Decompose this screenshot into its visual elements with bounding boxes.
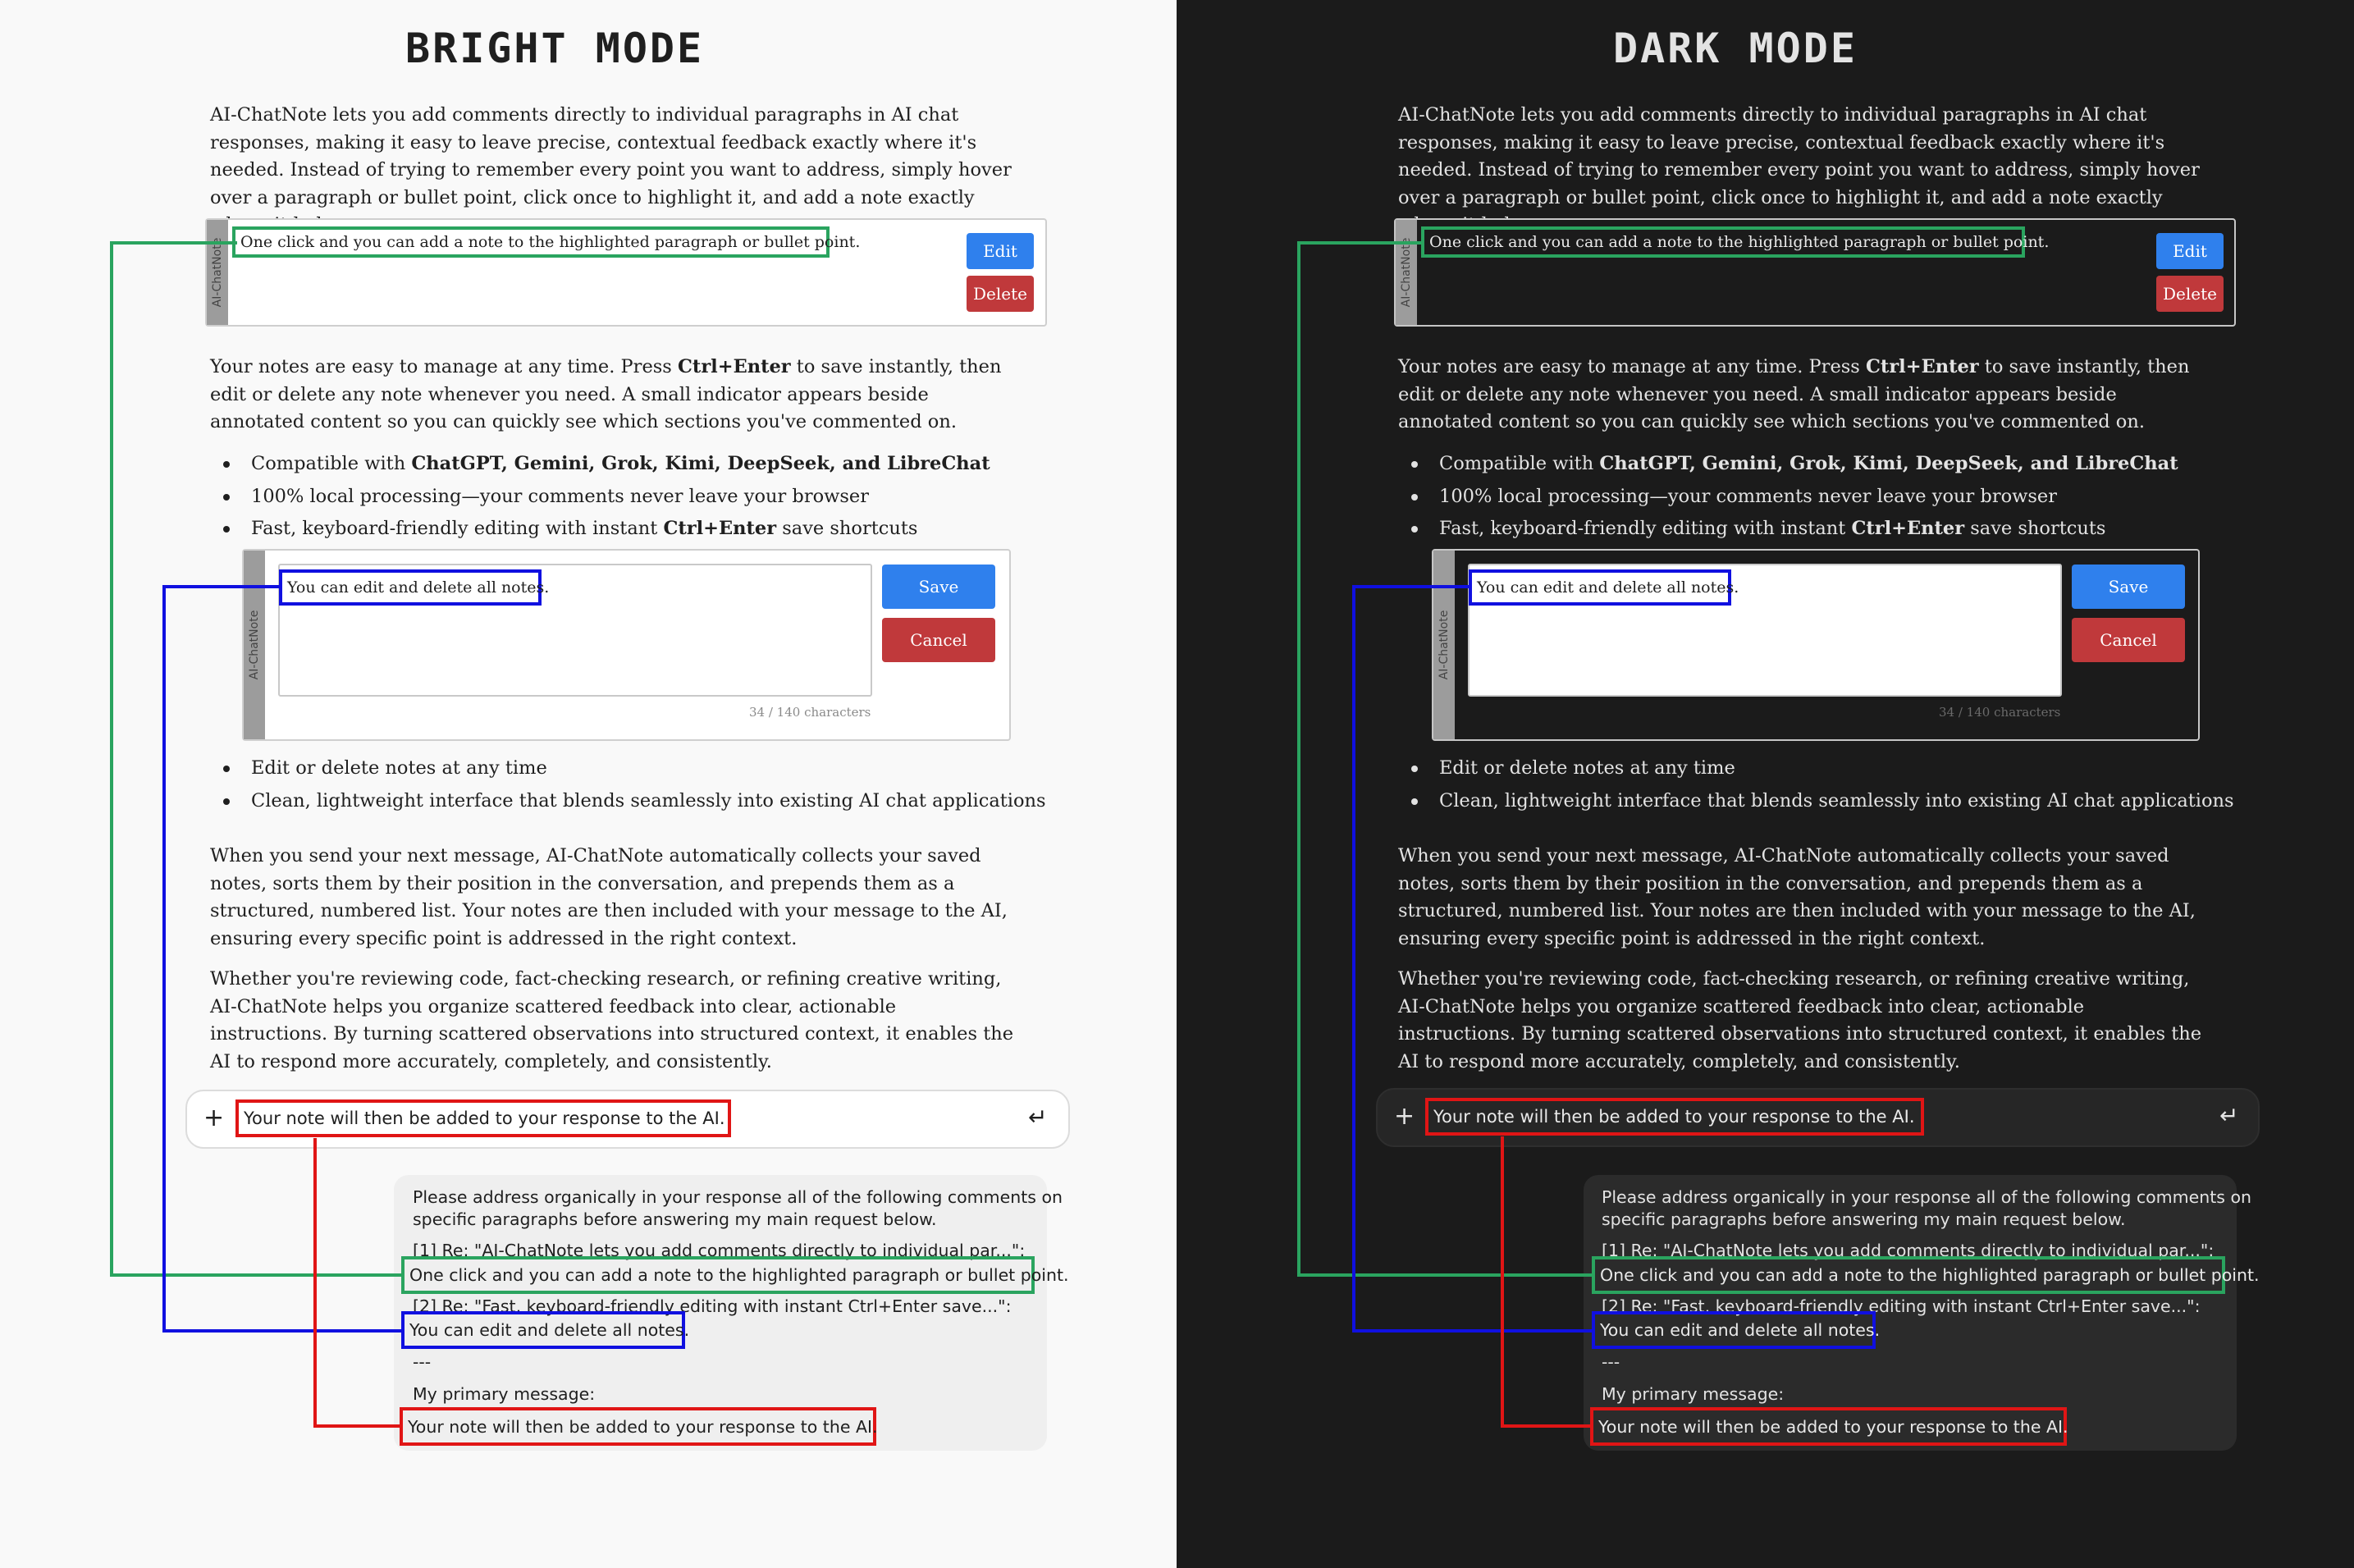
message-intro-line: specific paragraphs before answering my main request below. bbox=[413, 1209, 937, 1229]
send-paragraph: When you send your next message, AI-ChatNote automatically collects your saved notes, sorts them by their position in the conversation, and prepends them as a structured, numbered list. Your notes are then included with your message to the AI, ensuring every specific point is addressed in the right context. bbox=[210, 845, 1008, 949]
saved-note-text: One click and you can add a note to the highlighted paragraph or bullet point. bbox=[240, 233, 861, 251]
message-primary-highlight bbox=[400, 1407, 876, 1446]
message-note2-highlight bbox=[1592, 1311, 1881, 1349]
note-indicator-label: AI-ChatNote bbox=[248, 610, 261, 680]
enter-icon[interactable]: ↵ bbox=[2219, 1102, 2239, 1129]
list-item: Clean, lightweight interface that blends seamlessly into existing AI chat applications bbox=[1398, 788, 2234, 821]
message-intro-line: Please address organically in your response all of the following comments on bbox=[1602, 1187, 2251, 1207]
list-item: Edit or delete notes at any time bbox=[210, 755, 1046, 788]
notes-paragraph: Your notes are easy to manage at any time. Press Ctrl+Enter to save instantly, then edit or delete any note whenever you need. A small indicator appears beside annotated content so you can quickly see which sections you've commented on. bbox=[1398, 356, 2190, 432]
cancel-note-button[interactable]: Cancel bbox=[882, 618, 995, 662]
list-item: Fast, keyboard-friendly editing with instant Ctrl+Enter save shortcuts bbox=[210, 515, 990, 548]
message-ref-line: [1] Re: "AI-ChatNote lets you add comments directly to individual par...": bbox=[1602, 1241, 2215, 1260]
list-item: Compatible with ChatGPT, Gemini, Grok, Kimi, DeepSeek, and LibreChat bbox=[210, 450, 990, 483]
list-item: 100% local processing—your comments never leave your browser bbox=[1398, 483, 2178, 516]
list-item: Fast, keyboard-friendly editing with instant Ctrl+Enter save shortcuts bbox=[1398, 515, 2178, 548]
message-primary-label: My primary message: bbox=[1602, 1384, 1785, 1404]
editor-note-highlight bbox=[279, 569, 550, 606]
feature-list-top bbox=[210, 450, 990, 548]
list-item: Clean, lightweight interface that blends seamlessly into existing AI chat applications bbox=[210, 788, 1046, 821]
delete-note-button[interactable]: Delete bbox=[2156, 276, 2224, 312]
chat-input-text[interactable]: Your note will then be added to your response to the AI. bbox=[1433, 1107, 1915, 1127]
chat-input-bar[interactable] bbox=[185, 1090, 1070, 1149]
chat-input-text[interactable]: Your note will then be added to your response to the AI. bbox=[244, 1109, 725, 1128]
note-editor-card bbox=[1432, 549, 2200, 741]
message-intro-line: Please address organically in your response all of the following comments on bbox=[413, 1187, 1063, 1207]
list-item: Edit or delete notes at any time bbox=[1398, 755, 2234, 788]
edit-note-button[interactable]: Edit bbox=[967, 233, 1034, 269]
note-indicator-strip bbox=[207, 220, 228, 325]
save-note-button[interactable]: Save bbox=[882, 565, 995, 609]
message-note2: You can edit and delete all notes. bbox=[1600, 1320, 1881, 1340]
message-note1: One click and you can add a note to the highlighted paragraph or bullet point. bbox=[409, 1265, 1069, 1285]
delete-note-button[interactable]: Delete bbox=[967, 276, 1034, 312]
note-indicator-label: AI-ChatNote bbox=[1438, 610, 1451, 680]
note-indicator-strip bbox=[244, 551, 265, 739]
message-note1: One click and you can add a note to the highlighted paragraph or bullet point. bbox=[1600, 1265, 2260, 1285]
message-ref-line: [1] Re: "AI-ChatNote lets you add comments directly to individual par...": bbox=[413, 1241, 1026, 1260]
saved-note-card bbox=[205, 218, 1047, 327]
saved-note-text: One click and you can add a note to the highlighted paragraph or bullet point. bbox=[1429, 233, 2050, 251]
note-indicator-label: AI-ChatNote bbox=[211, 237, 224, 308]
message-note2-highlight bbox=[401, 1311, 690, 1349]
dark-mode-title: DARK MODE bbox=[1613, 25, 1858, 72]
dark-mode-panel bbox=[1177, 0, 2354, 1568]
note-indicator-label: AI-ChatNote bbox=[1400, 237, 1413, 308]
list-item: Compatible with ChatGPT, Gemini, Grok, Kimi, DeepSeek, and LibreChat bbox=[1398, 450, 2178, 483]
list-item: 100% local processing—your comments never leave your browser bbox=[210, 483, 990, 516]
plus-icon[interactable]: + bbox=[1394, 1102, 1415, 1131]
message-separator: --- bbox=[413, 1352, 432, 1372]
saved-note-highlight bbox=[1421, 226, 2050, 258]
message-note1-highlight bbox=[401, 1256, 1069, 1294]
message-note2: You can edit and delete all notes. bbox=[409, 1320, 690, 1340]
message-ref-line: [2] Re: "Fast, keyboard-friendly editing with instant Ctrl+Enter save...": bbox=[413, 1296, 1012, 1316]
feature-list-bottom bbox=[210, 755, 1046, 820]
message-separator: --- bbox=[1602, 1352, 1620, 1372]
save-note-button[interactable]: Save bbox=[2072, 565, 2185, 609]
message-note1-highlight bbox=[1592, 1256, 2260, 1294]
character-counter: 34 / 140 characters bbox=[749, 705, 871, 720]
editor-note-text: You can edit and delete all notes. bbox=[1477, 578, 1739, 597]
message-primary-label: My primary message: bbox=[413, 1384, 596, 1404]
character-counter: 34 / 140 characters bbox=[1939, 705, 2061, 720]
saved-note-highlight bbox=[232, 226, 861, 258]
message-primary-text: Your note will then be added to your response to the AI. bbox=[1598, 1416, 2068, 1437]
red-connector bbox=[315, 1138, 401, 1426]
plus-icon[interactable]: + bbox=[203, 1104, 225, 1132]
notes-paragraph: Your notes are easy to manage at any time. Press Ctrl+Enter to save instantly, then edit or delete any note whenever you need. A small indicator appears beside annotated content so you can quickly see which sections you've commented on. bbox=[210, 356, 1002, 432]
intro-paragraph: AI-ChatNote lets you add comments directly to individual paragraphs in AI chat responses, making it easy to leave precise, contextual feedback exactly where it's needed. Instead of trying to remember every point you want to address, simply hover over a paragraph or bullet point, click once to highlight it, and add a note exactly bbox=[1398, 104, 2200, 208]
cancel-note-button[interactable]: Cancel bbox=[2072, 618, 2185, 662]
message-intro-line: specific paragraphs before answering my main request below. bbox=[1602, 1209, 2126, 1229]
note-indicator-strip bbox=[1396, 220, 1417, 325]
note-editor-card bbox=[242, 549, 1011, 741]
message-ref-line: [2] Re: "Fast, keyboard-friendly editing with instant Ctrl+Enter save...": bbox=[1602, 1296, 2201, 1316]
message-primary-text: Your note will then be added to your response to the AI. bbox=[408, 1416, 878, 1437]
input-text-highlight bbox=[1425, 1098, 1924, 1136]
intro-paragraph: AI-ChatNote lets you add comments directly to individual paragraphs in AI chat responses, making it easy to leave precise, contextual feedback exactly where it's needed. Instead of trying to remember every point you want to address, simply hover over a paragraph or bullet point, click once to highlight it, and add a note exactly bbox=[210, 104, 1012, 208]
whether-paragraph: Whether you're reviewing code, fact-checking research, or refining creative writing, AI-ChatNote helps you organize scattered feedback into clear, actionable instructions. By turning scattered observations into structured context, it enables the AI to respond more accurately, completely, and consistently. bbox=[210, 968, 1014, 1072]
red-connector bbox=[1502, 1136, 1592, 1426]
chat-input-bar[interactable] bbox=[1376, 1088, 2260, 1147]
editor-note-text: You can edit and delete all notes. bbox=[287, 578, 550, 597]
feature-list-top bbox=[1398, 450, 2178, 548]
bright-mode-title: BRIGHT MODE bbox=[405, 25, 705, 72]
whether-paragraph: Whether you're reviewing code, fact-checking research, or refining creative writing, AI-ChatNote helps you organize scattered feedback into clear, actionable instructions. By turning scattered observations into structured context, it enables the AI to respond more accurately, completely, and consistently. bbox=[1398, 968, 2202, 1072]
saved-note-card bbox=[1394, 218, 2236, 327]
note-indicator-strip bbox=[1433, 551, 1455, 739]
send-paragraph: When you send your next message, AI-ChatNote automatically collects your saved notes, sorts them by their position in the conversation, and prepends them as a structured, numbered list. Your notes are then included with your message to the AI, ensuring every specific point is addressed in the right context. bbox=[1398, 845, 2196, 949]
enter-icon[interactable]: ↵ bbox=[1028, 1104, 1048, 1131]
message-primary-highlight bbox=[1590, 1407, 2067, 1446]
edit-note-button[interactable]: Edit bbox=[2156, 233, 2224, 269]
input-text-highlight bbox=[235, 1099, 731, 1137]
editor-note-highlight bbox=[1469, 569, 1739, 606]
feature-list-bottom bbox=[1398, 755, 2234, 820]
